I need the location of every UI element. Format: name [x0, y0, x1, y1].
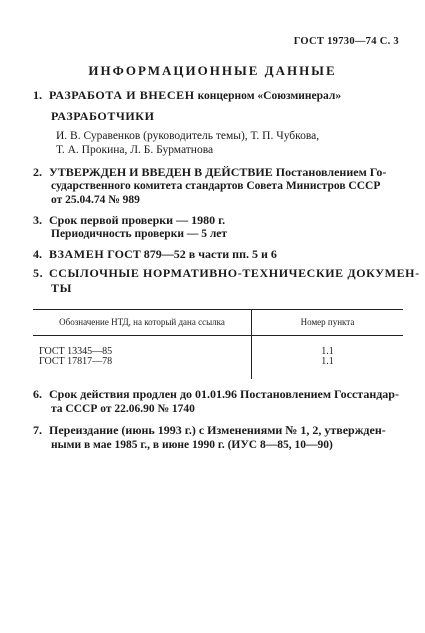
section-1-subheading: РАЗРАБОТЧИКИ: [51, 109, 155, 123]
table-row: [33, 357, 403, 379]
table-header-clause: Номер пункта: [252, 310, 404, 336]
section-1-rest: концерном «Союзминерал»: [194, 90, 342, 102]
section-4-number: 4.: [33, 247, 42, 261]
section-7: [33, 423, 386, 438]
section-5-line-2: ТЫ: [51, 281, 72, 295]
section-2-line-1: УТВЕРЖДЕН И ВВЕДЕН В ДЕЙСТВИЕ Постановлением Го-: [49, 165, 387, 179]
section-6-line-2: та СССР от 22.06.90 № 1740: [51, 403, 195, 415]
page-title: ИНФОРМАЦИОННЫЕ ДАННЫЕ: [88, 63, 337, 78]
table-header-row: [33, 310, 403, 336]
section-1-lead: РАЗРАБОТА И ВНЕСЕН: [49, 88, 195, 102]
section-2-line-2: сударственного комитета стандартов Совета Министров СССР: [51, 180, 381, 192]
section-3-line-2: Периодичность проверки — 5 лет: [51, 228, 228, 240]
references-table: [33, 309, 403, 379]
section-1-line-1: И. В. Суравенков (руководитель темы), Т. П. Чубкова,: [56, 130, 320, 142]
section-6-number: 6.: [33, 387, 42, 401]
table-header-document: Обозначение НТД, на который дана ссылка: [33, 310, 252, 336]
table-row: [33, 336, 403, 358]
section-4: [33, 247, 277, 262]
section-2-line-3: от 25.04.74 № 989: [51, 194, 140, 206]
section-6-line-1: Срок действия продлен до 01.01.96 Постановлением Госстандар-: [49, 387, 399, 401]
section-3: [33, 213, 225, 228]
section-5-line-1: ССЫЛОЧНЫЕ НОРМАТИВНО-ТЕХНИЧЕСКИЕ ДОКУМЕН-: [49, 266, 420, 280]
table-cell-clause: 1.1: [321, 356, 334, 367]
section-3-line-1: Срок первой проверки — 1980 г.: [49, 213, 226, 227]
section-6: [33, 387, 399, 402]
section-2-number: 2.: [33, 165, 42, 179]
section-7-number: 7.: [33, 423, 42, 437]
section-1-number: 1.: [33, 88, 42, 102]
table-cell-clause: 1.1: [321, 346, 334, 357]
table-cell-document: ГОСТ 13345—85: [33, 336, 252, 358]
section-7-line-2: ными в мае 1985 г., в июне 1990 г. (ИУС 8—85, 10—90): [51, 439, 333, 451]
section-4-rest: ГОСТ 879—52 в части пп. 5 и 6: [104, 247, 277, 261]
section-1-heading: [33, 88, 341, 103]
section-2: [33, 165, 386, 180]
table-cell-document: ГОСТ 17817—78: [33, 357, 252, 379]
section-5-number: 5.: [33, 266, 44, 280]
document-code-header: ГОСТ 19730—74 С. 3: [293, 36, 399, 47]
section-4-lead: ВЗАМЕН: [49, 247, 105, 261]
section-1-line-2: Т. А. Прокина, Л. Б. Бурматнова: [56, 144, 214, 156]
section-5: [33, 266, 420, 281]
section-3-number: 3.: [33, 213, 42, 227]
section-7-line-1: Переиздание (июнь 1993 г.) с Изменениями № 1, 2, утвержден-: [49, 423, 386, 437]
